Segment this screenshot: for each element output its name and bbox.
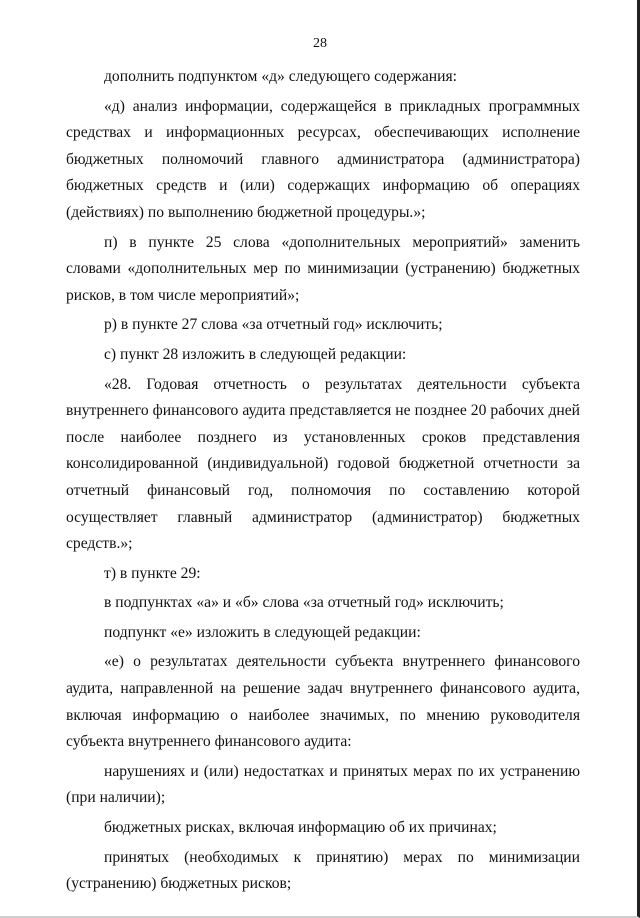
paragraph-subitems-a-b: в подпунктах «а» и «б» слова «за отчетный год» исключить; (104, 594, 504, 612)
paragraph-intro-d: дополнить подпунктом «д» следующего содержания: (104, 68, 457, 85)
document-body (66, 64, 580, 898)
page-number: 28 (313, 36, 327, 51)
paragraph-budget-risks: бюджетных рисках, включая информацию об их причинах; (104, 819, 497, 837)
paragraph-item-r: р) в пункте 27 слова «за отчетный год» исключить; (104, 316, 443, 334)
paragraph-subitem-e-intro: подпункт «е» изложить в следующей редакции: (104, 623, 421, 641)
paragraph-subitem-d: «д) анализ информации, содержащейся в прикладных программных средствах и информационных ресурсах, обеспечивающих исполнение бюджетных полномочий главного администратора (администратора) бюджетных средств и (или) содержащих информацию об операциях (действиях) по выполнению бюджетной процедуры.»; (66, 97, 580, 221)
paragraph-measures: принятых (необходимых к принятию) мерах по минимизации (устранению) бюджетных рисков; (66, 848, 580, 893)
paragraph-item-t: т) в пункте 29: (104, 564, 201, 582)
paragraph-item-s: с) пункт 28 изложить в следующей редакции: (104, 345, 407, 363)
paragraph-item-p: п) в пункте 25 слова «дополнительных мероприятий» заменить словами «дополнительных мер по минимизации (устранению) бюджетных рисков, в том числе мероприятий»; (66, 233, 580, 304)
paragraph-point-28: «28. Годовая отчетность о результатах деятельности субъекта внутреннего финансового аудита представляется не позднее 20 рабочих дней после наиболее позднего из установленных сроков представления консолидированной (индивидуальной) годовой бюджетной отчетности за отчетный финансовый год, полномочия по составлению которой осуществляет главный администратор (администратор) бюджетных средств.»; (66, 375, 580, 553)
paragraph-subitem-e: «е) о результатах деятельности субъекта внутреннего финансового аудита, направленной на решение задач внутреннего финансового аудита, включая информацию о наиболее значимых, по мнению руководителя субъекта внутреннего финансового аудита: (66, 653, 580, 751)
paragraph-violations: нарушениях и (или) недостатках и принятых мерах по их устранению (при наличии); (66, 762, 580, 807)
